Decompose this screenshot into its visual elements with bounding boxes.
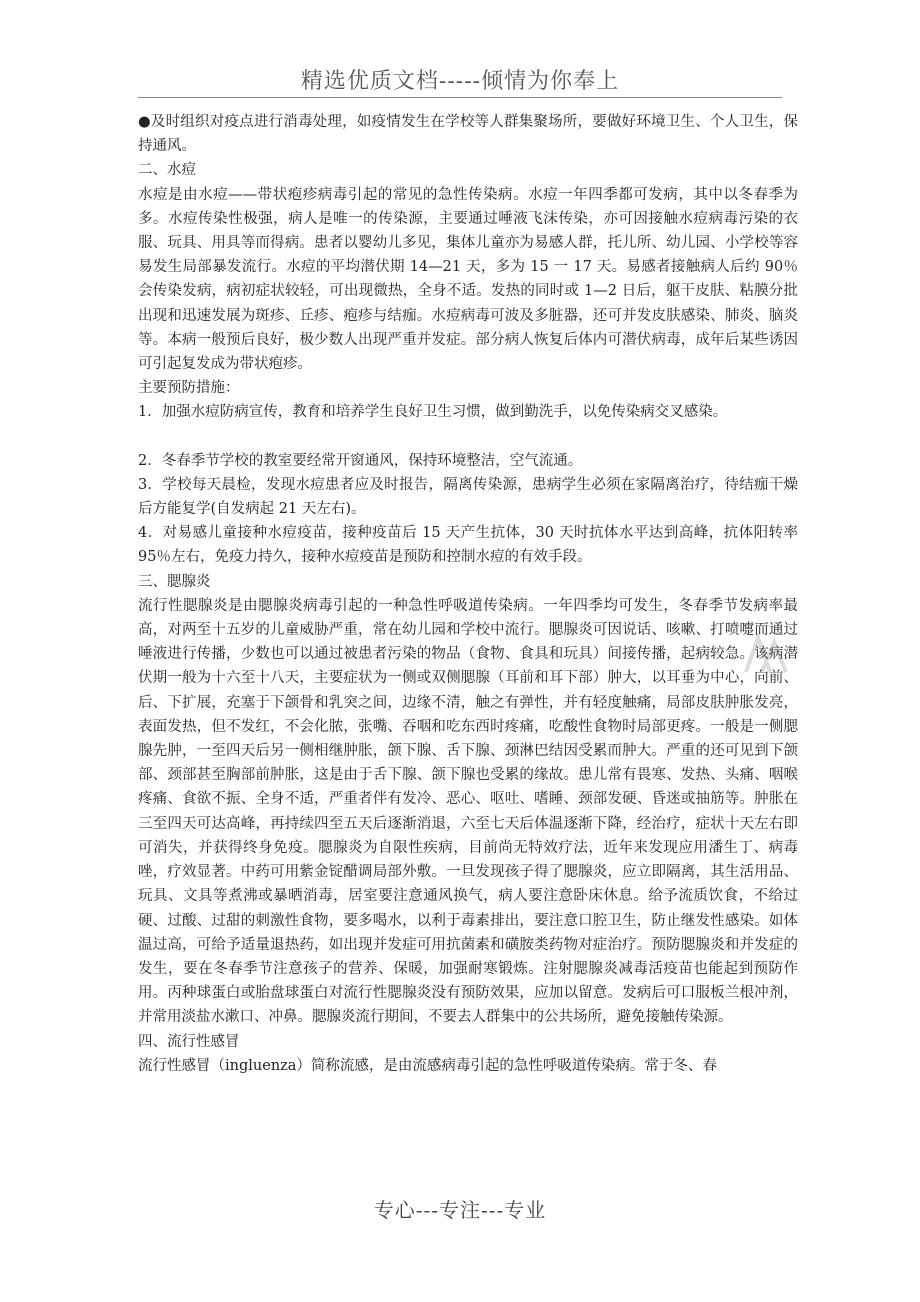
section-heading-chickenpox: 二、水痘 — [138, 162, 196, 179]
header-divider — [138, 97, 782, 98]
section-heading-mumps: 三、腮腺炎 — [138, 573, 211, 590]
watermark-logo-icon — [738, 628, 792, 682]
blank-line — [138, 425, 798, 449]
prevention-heading: 主要预防措施： — [138, 380, 240, 397]
prevention-item-2: 2．冬春季节学校的教室要经常开窗通风，保持环境整洁，空气流通。 — [138, 452, 583, 469]
paragraph-mumps: 流行性腮腺炎是由腮腺炎病毒引起的一种急性呼吸道传染病。一年四季均可发生，冬春季节发病率最高，对两至十五岁的儿童威胁严重，常在幼儿园和学校中流行。腮腺炎可因说话、咳嗽、打喷嚏而通过唾液进行传播，少数也可以通过被患者污染的物品（食物、食具和玩具）间接传播，起病较急。该病潜伏期一般为十六至十八天，主要症状为一侧或双侧腮腺（耳前和耳下部）肿大，以耳垂为中心，向前、后、下扩展，充塞于下颌骨和乳突之间，边缘不清，触之有弹性，并有轻度触痛，局部皮肤肿胀发亮，表面发热，但不发红，不会化脓，张嘴、吞咽和吃东西时疼痛，吃酸性食物时局部更疼。一般是一侧腮腺先肿，一至四天后另一侧相继肿胀，颌下腺、舌下腺、颈淋巴结因受累而肿大。严重的还可见到下颌部、颈部甚至胸部前肿胀，这是由于舌下腺、颌下腺也受累的缘故。患儿常有畏寒、发热、头痛、咽喉疼痛、食欲不振、全身不适，严重者伴有发冷、恶心、呕吐、嗜睡、颈部发硬、昏迷或抽筋等。肿胀在三至四天可达高峰，再持续四至五天后逐渐消退，六至七天后体温逐渐下降，经治疗，症状十天左右即可消失，并获得终身免疫。腮腺炎为自限性疾病，目前尚无特效疗法，近年来发现应用潘生丁、病毒唑，疗效显著。中药可用紫金锭醋调局部外敷。一旦发现孩子得了腮腺炎，应立即隔离，其生活用品、玩具、文具等煮沸或暴晒消毒，居室要注意通风换气，病人要注意卧床休息。给予流质饮食，不给过硬、过酸、过甜的刺激性食物，要多喝水，以利于毒素排出，要注意口腔卫生，防止继发性感染。如体温过高，可给予适量退热药，如出现并发症可用抗菌素和磺胺类药物对症治疗。预防腮腺炎和并发症的发生，要在冬春季节注意孩子的营养、保暖，加强耐寒锻炼。注射腮腺炎减毒活疫苗也能起到预防作用。丙种球蛋白或胎盘球蛋白对流行性腮腺炎没有预防效果，应加以留意。发病后可口服板兰根冲剂，并常用淡盐水漱口、冲鼻。腮腺炎流行期间，不要去人群集中的公共场所，避免接触传染源。 — [138, 597, 798, 1026]
watermark-logo-shape — [738, 628, 792, 682]
section-heading-influenza: 四、流行性感冒 — [138, 1033, 240, 1050]
paragraph-disinfection: ●及时组织对疫点进行消毒处理，如疫情发生在学校等人群集聚场所，要做好环境卫生、个人卫生，保持通风。 — [138, 114, 798, 155]
prevention-item-3: 3．学校每天晨检，发现水痘患者应及时报告，隔离传染源，患病学生必须在家隔离治疗，待结痂干燥后方能复学(自发病起 21 天左右)。 — [138, 476, 798, 518]
document-body — [138, 110, 798, 1078]
page-footer-text: 专心---专注---专业 — [373, 1198, 547, 1222]
prevention-item-4: 4．对易感儿童接种水痘疫苗，接种疫苗后 15 天产生抗体，30 天时抗体水平达到高峰，抗体阳转率 95％左右，免疫力持久，接种水痘疫苗是预防和控制水痘的有效手段。 — [138, 525, 798, 566]
page-header-title: 精选优质文档-----倾情为你奉上 — [300, 69, 620, 94]
prevention-item-1: 1．加强水痘防病宣传，教育和培养学生良好卫生习惯，做到勤洗手，以免传染病交叉感染。 — [138, 404, 728, 421]
paragraph-chickenpox-intro: 水痘是由水痘——带状疱疹病毒引起的常见的急性传染病。水痘一年四季都可发病，其中以冬春季为多。水痘传染性极强，病人是唯一的传染源，主要通过唾液飞沫传染，亦可因接触水痘病毒污染的衣服、玩具、用具等而得病。患者以婴幼儿多见，集体儿童亦为易感人群，托儿所、幼儿园、小学校等容易发生局部暴发流行。水痘的平均潜伏期 14—21 天，多为 15 一 17 天。易感者接触病人后约 90％会传染发病，病初症状较轻，可出现微热，全身不适。发热的同时或 1—2 日后，躯干皮肤、粘膜分批出现和迅速发展为斑疹、丘疹、疱疹与结痂。水痘病毒可波及多脏器，还可并发皮肤感染、肺炎、脑炎等。本病一般预后良好，极少数人出现严重并发症。部分病人恢复后体内可潜伏病毒，成年后某些诱因可引起复发成为带状疱疹。 — [138, 186, 798, 373]
paragraph-influenza: 流行性感冒（ingluenza）简称流感，是由流感病毒引起的急性呼吸道传染病。常于冬、春 — [138, 1057, 717, 1074]
